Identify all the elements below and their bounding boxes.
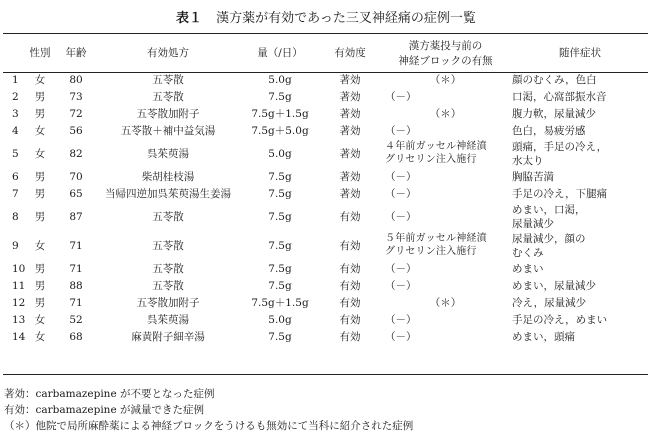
table-row [3,260,648,277]
symptoms-cell: めまい，口渇， 尿量減少 [512,203,586,230]
table-row [3,202,648,231]
prior-block-cell: （－） [385,262,417,275]
table-row [3,139,648,168]
age-cell: 80 [69,73,83,86]
dose-cell: 7.5g [268,210,292,223]
case-number: 3 [12,107,19,120]
sex-cell: 男 [34,187,46,200]
prescription-cell: 柴胡桂枝湯 [141,170,195,183]
table-row [3,88,648,105]
symptoms-cell: 尿量減少，顔の むくみ [512,232,586,259]
sex-cell: 男 [34,262,46,275]
dose-cell: 5.0g [268,73,292,86]
symptoms-cell: 色白，易疲労感 [512,124,586,137]
sex-cell: 男 [34,90,46,103]
symptoms-cell: 手足の冷え，めまい [512,313,608,326]
age-cell: 65 [69,187,83,200]
col-dose: 量（/日） [257,47,303,59]
efficacy-cell: 有効 [339,330,361,343]
col-no [3,36,25,71]
table-row [3,168,648,185]
prescription-cell: 当帰四逆加呉茱萸湯生姜湯 [105,187,231,200]
symptoms-cell: 冷え，尿量減少 [512,296,587,309]
prior-block-cell: （＊） [429,73,462,86]
symptoms-cell: 口渇，心窩部振水音 [512,90,607,103]
case-number: 13 [12,313,26,326]
col-prior-block: 漢方薬投与前の 神経ブロックの有無 [398,39,493,67]
prior-block-cell: （－） [385,124,417,137]
efficacy-cell: 著効 [339,73,361,86]
prescription-cell: 麻黄附子細辛湯 [131,330,205,343]
sex-cell: 女 [34,313,46,326]
dose-cell: 7.5g [268,170,292,183]
header-row [3,36,648,71]
dose-cell: 7.5g [268,279,292,292]
case-number: 10 [12,262,26,275]
efficacy-cell: 著効 [339,90,361,103]
dose-cell: 5.0g [268,147,292,160]
case-number: 8 [12,210,19,223]
efficacy-cell: 著効 [339,147,361,160]
col-sex: 性別 [29,47,51,59]
sex-cell: 女 [34,330,46,343]
case-number: 1 [12,73,19,86]
prescription-cell: 呉茱萸湯 [147,147,189,160]
age-cell: 87 [69,210,83,223]
table-number: 表１ [176,10,203,25]
table-notes [4,386,413,434]
sex-cell: 女 [34,73,46,86]
efficacy-cell: 有効 [339,239,361,252]
prior-block-cell: （－） [385,330,417,343]
efficacy-cell: 有効 [339,210,361,223]
sex-cell: 女 [34,239,46,252]
prior-block-cell: （－） [385,170,417,183]
efficacy-cell: 有効 [339,279,361,292]
efficacy-cell: 著効 [339,170,361,183]
sex-cell: 男 [34,296,46,309]
age-cell: 52 [69,313,83,326]
symptoms-cell: 腹力軟，尿量減少 [512,107,596,120]
prior-block-cell: （＊） [429,107,462,120]
table-row [3,122,648,139]
prescription-cell: 呉茱萸湯 [147,313,189,326]
efficacy-cell: 有効 [339,296,361,309]
age-cell: 71 [69,296,83,309]
prescription-cell: 五苓散 [152,73,184,86]
symptoms-cell: めまい，頭痛 [512,330,575,343]
efficacy-cell: 著効 [339,124,361,137]
col-age: 年齢 [65,47,87,59]
prior-block-cell: ４年前ガッセル神経濆 グリセリン注入施行 [385,141,487,165]
prescription-cell: 五苓散＋補中益気湯 [120,124,216,137]
col-symptoms: 随伴症状 [559,47,601,59]
sex-cell: 女 [34,124,46,137]
case-number: 11 [12,279,26,292]
col-prescription: 有効処方 [147,47,189,59]
age-cell: 56 [69,124,83,137]
case-number: 12 [12,296,26,309]
efficacy-cell: 有効 [339,262,361,275]
symptoms-cell: 顔のむくみ，色白 [512,73,597,86]
prescription-cell: 五苓散 [152,90,184,103]
sex-cell: 女 [34,147,46,160]
case-number: 4 [12,124,19,137]
prescription-cell: 五苓散加附子 [136,107,200,120]
dose-cell: 7.5g＋1.5g [251,296,309,309]
table-row [3,71,648,88]
symptoms-cell: 手足の冷え，下腿痛 [512,187,608,200]
prior-block-cell: （＊） [429,296,462,309]
prescription-cell: 五苓散 [152,279,184,292]
table-row [3,185,648,202]
age-cell: 71 [69,262,83,275]
prior-block-cell: （－） [385,279,417,292]
symptoms-cell: めまい [512,262,544,275]
dose-cell: 7.5g [268,239,292,252]
prior-block-cell: （－） [385,313,417,326]
prescription-cell: 五苓散 [152,262,184,275]
prior-block-cell: （－） [385,90,417,103]
sex-cell: 男 [34,170,46,183]
table-row [3,277,648,294]
table-row [3,294,648,311]
note-chokko: 著効：carbamazepine が不要となった症例 [4,388,215,400]
efficacy-cell: 有効 [339,313,361,326]
efficacy-cell: 著効 [339,187,361,200]
table-body [3,71,648,345]
prior-block-cell: ５年前ガッセル神経濆 グリセリン注入施行 [385,233,487,257]
dose-cell: 7.5g＋5.0g [251,124,309,137]
dose-cell: 7.5g [268,187,292,200]
sex-cell: 男 [34,210,46,223]
case-number: 9 [12,239,19,252]
dose-cell: 7.5g [268,90,292,103]
prior-block-cell: （－） [385,187,417,200]
symptoms-cell: 胸脇苦満 [512,170,554,183]
age-cell: 72 [69,107,83,120]
col-efficacy: 有効度 [334,47,366,59]
case-number: 6 [12,170,19,183]
dose-cell: 7.5g＋1.5g [251,107,309,120]
prescription-cell: 五苓散 [152,239,184,252]
dose-cell: 5.0g [268,313,292,326]
case-number: 2 [12,90,19,103]
table-title [0,7,652,26]
age-cell: 70 [69,170,83,183]
prior-block-cell: （－） [385,210,417,223]
table-row [3,328,648,345]
efficacy-cell: 著効 [339,107,361,120]
table-row [3,105,648,122]
age-cell: 73 [69,90,83,103]
table-row [3,311,648,328]
sex-cell: 男 [34,279,46,292]
age-cell: 82 [69,147,83,160]
note-yuko: 有効：carbamazepine が減量できた症例 [4,404,204,416]
dose-cell: 7.5g [268,262,292,275]
symptoms-cell: めまい，尿量減少 [512,279,596,292]
top-rule [3,33,648,34]
note-asterisk: （＊）他院で局所麻酔薬による神経ブロックをうけるも無効にて当科に紹介された症例 [4,420,414,432]
table-row [3,231,648,260]
dose-cell: 7.5g [268,330,292,343]
bottom-rule [3,374,648,375]
case-table [3,36,648,345]
case-number: 5 [12,147,19,160]
table-caption: 漢方薬が有効であった三叉神経痛の症例一覧 [216,11,476,26]
case-number: 14 [12,330,26,343]
symptoms-cell: 頭痛，手足の冷え， 水太り [512,140,608,167]
age-cell: 71 [69,239,83,252]
age-cell: 88 [69,279,83,292]
sex-cell: 男 [34,107,46,120]
case-number: 7 [12,187,19,200]
prescription-cell: 五苓散加附子 [136,296,200,309]
prescription-cell: 五苓散 [152,210,184,223]
age-cell: 68 [69,330,83,343]
